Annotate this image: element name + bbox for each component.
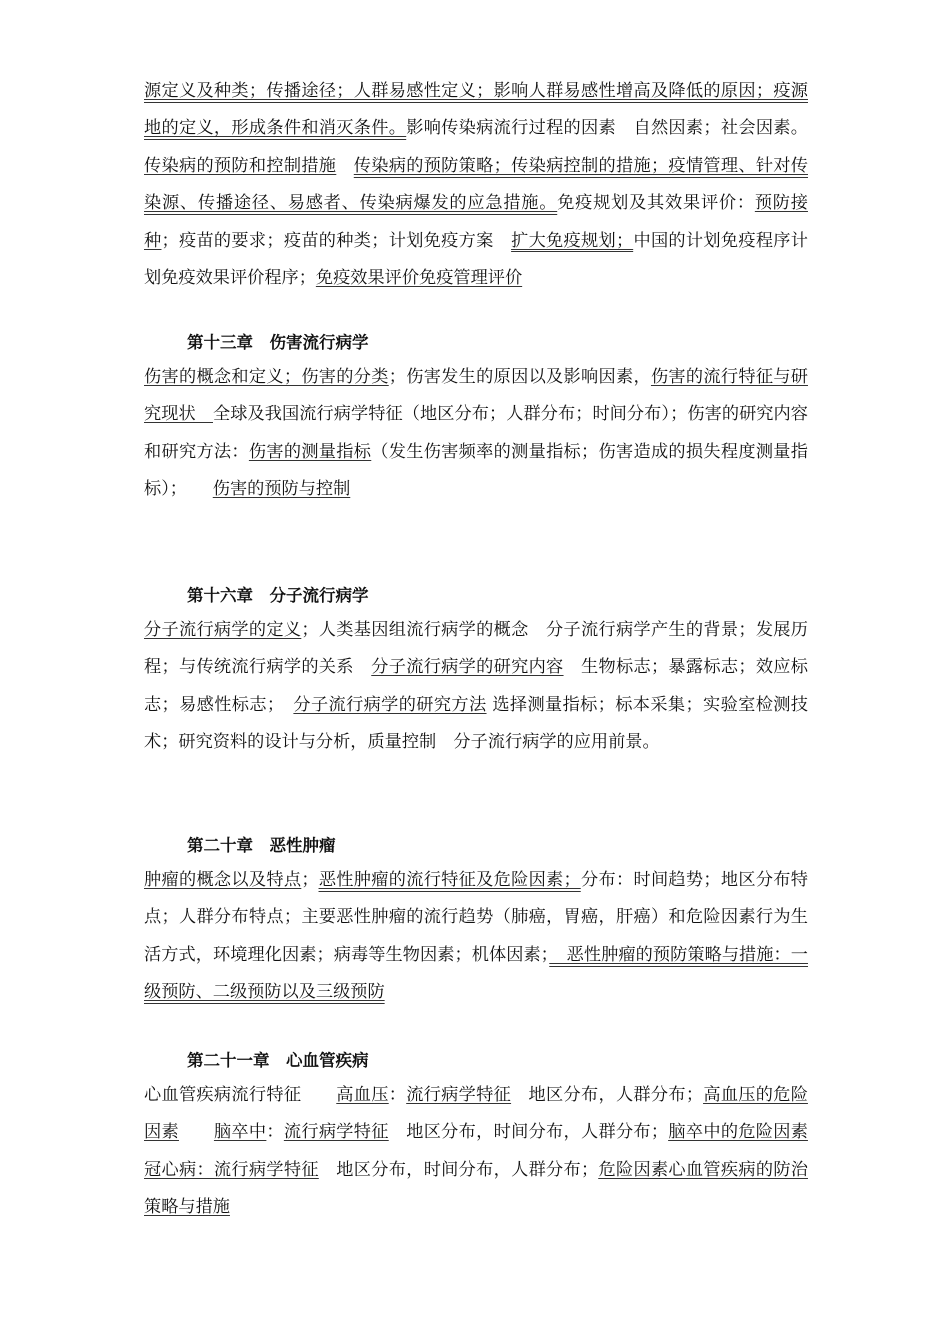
underlined-text: 分子流行病学的研究内容 (371, 657, 564, 678)
underlined-text: 冠心病：流行病学特征 (144, 1159, 319, 1180)
underlined-text: 伤害的测量指标 (248, 441, 372, 462)
underlined-text: 伤害的流行特征与研究现状 (144, 367, 808, 425)
text-run: （发生伤害频率的测量指标；伤害造成的损失程度测量指标）； (144, 441, 808, 500)
underlined-text: 高血压 (336, 1085, 389, 1105)
text-run: ；伤害发生的原因以及影响因素， (388, 367, 651, 387)
underlined-text: 脑卒中 (213, 1122, 267, 1143)
text-run: 免疫规划及其效果评价： (557, 193, 755, 214)
text-run (336, 156, 353, 176)
text-run: ： (266, 1122, 284, 1143)
text-run: 生物标志；暴露标志；效应标志；易感性标志； (144, 657, 808, 715)
underlined-text: 流行病学特征 (283, 1122, 389, 1143)
underlined-text: 危险因素心血管疾病的防治策略与措施 (144, 1159, 808, 1218)
text-run (808, 1122, 825, 1142)
text-run: 心血管疾病流行特征 (144, 1085, 337, 1105)
text-run: ；人类基因组流行病学的概念 分子流行病学产生的背景；发展历程；与传统流行病学的关系 (144, 620, 808, 678)
underlined-text: 扩大免疫规划； (511, 230, 634, 251)
underlined-text: 高血压的危险因素 (144, 1085, 808, 1143)
text-run: 选择测量指标；标本采集；实验室检测技术；研究资料的设计与分析，质量控制 分子流行病学的应用前景。 (144, 694, 808, 753)
text-run: 地区分布，时间分布，人群分布； (318, 1159, 599, 1180)
text-run: ； (301, 870, 319, 890)
text-run: ；疫苗的要求；疫苗的种类；计划免疫方案 (161, 230, 512, 251)
text-run: 影响传染病流行过程的因素 自然因素；社会因素。 (406, 118, 808, 139)
chapter-20-body (144, 862, 808, 1012)
chapter-13-title: 第十三章 伤害流行病学 (187, 333, 369, 352)
underlined-text: 恶性肿瘤的预防策略与措施：一级预防、二级预防以及三级预防 (144, 944, 808, 1003)
underlined-text: 预防接种 (144, 193, 808, 251)
underlined-text: 肿瘤的概念以及特点 (144, 870, 302, 890)
chapter-16-title: 第十六章 分子流行病学 (187, 586, 369, 605)
text-run: 分布：时间趋势；地区分布特点；人群分布特点；主要恶性肿瘤的流行趋势（肺癌，胃癌，肝癌）和危险因素行为生活方式，环境理化因素；病毒等生物因素；机体因素； (144, 870, 808, 965)
text-run: 中国的计划免疫程序计划免疫效果评价程序； (144, 230, 808, 289)
chapter-13-body (144, 359, 808, 509)
underlined-text: 分子流行病学的定义 (144, 620, 302, 640)
underlined-text: 伤害的概念和定义；伤害的分类 (144, 367, 389, 387)
chapter-16-body (144, 612, 808, 762)
chapter-20-title: 第二十章 恶性肿瘤 (187, 836, 336, 855)
text-run: 全球及我国流行病学特征（地区分布；人群分布；时间分布）；伤害的研究内容和研究方法： (144, 404, 808, 462)
underlined-text: 流行病学特征 (406, 1085, 512, 1105)
underlined-text: 恶性肿瘤的流行特征及危险因素； (318, 870, 581, 890)
underlined-text: 传染病的预防和控制措施 (144, 155, 337, 176)
underlined-text: 源定义及种类；传播途径；人群易感性定义；影响人群易感性增高及降低的原因；疫源地的定义，形成条件和消灭条件。 (144, 81, 808, 139)
text-run: 地区分布，时间分布，人群分布； (388, 1122, 669, 1143)
intro-paragraph (144, 73, 808, 297)
underlined-text: 脑卒中的危险因素 (668, 1122, 808, 1143)
underlined-text: 分子流行病学的研究方法 (293, 694, 487, 715)
underlined-text: 免疫效果评价免疫管理评价 (315, 268, 523, 289)
underlined-text: 伤害的预防与控制 (212, 479, 351, 500)
text-run (179, 1122, 214, 1142)
text-run: ： (388, 1085, 407, 1105)
underlined-text: 传染病的预防策略；传染病控制的措施；疫情管理、针对传染源、传播途径、易感者、传染病爆发的应急措施。 (144, 155, 808, 214)
text-run: 地区分布，人群分布； (511, 1085, 704, 1105)
chapter-21-body (144, 1077, 808, 1227)
chapter-21-title: 第二十一章 心血管疾病 (187, 1051, 369, 1070)
